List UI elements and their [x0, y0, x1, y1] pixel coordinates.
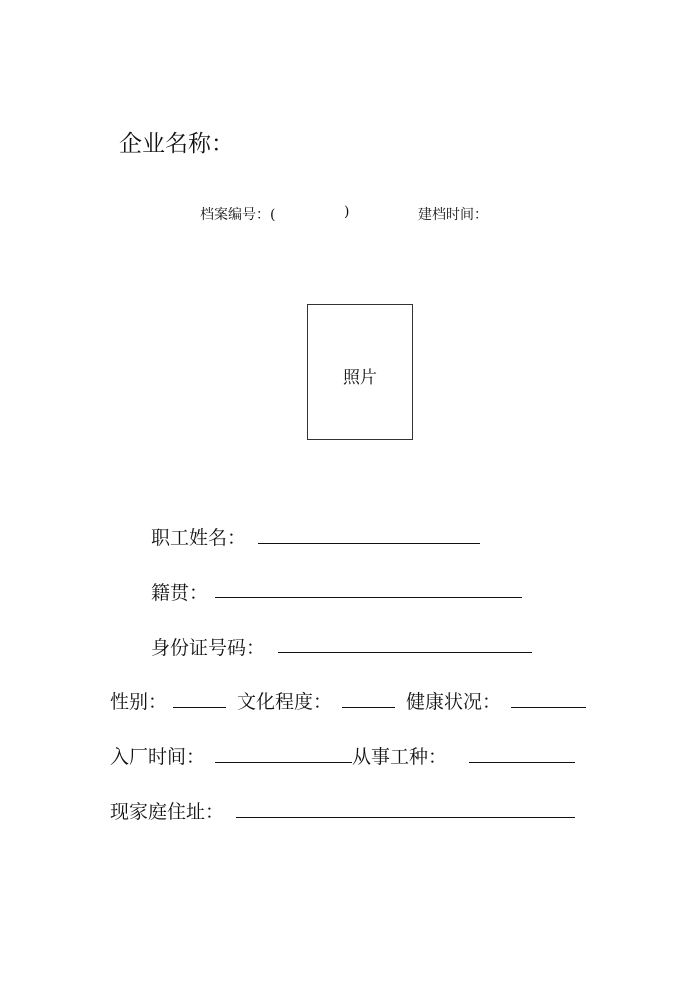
health-label: 健康状况： [406, 691, 502, 713]
archive-date-label: 建档时间： [418, 207, 488, 223]
gender-label: 性别： [110, 691, 168, 713]
entry-date-label: 入厂时间： [110, 746, 206, 768]
job-type-label: 从事工种： [352, 746, 448, 768]
health-blank[interactable] [511, 707, 586, 708]
archive-number-close: ) [344, 204, 350, 220]
education-blank[interactable] [342, 707, 395, 708]
gender-blank[interactable] [173, 707, 226, 708]
employee-name-label: 职工姓名： [151, 527, 247, 549]
employee-name-blank[interactable] [258, 543, 480, 544]
entry-date-blank[interactable] [215, 762, 352, 763]
photo-placeholder [307, 304, 413, 440]
home-address-label: 现家庭住址： [110, 801, 225, 823]
native-place-blank[interactable] [215, 597, 522, 598]
photo-label: 照片 [343, 368, 377, 388]
id-number-label: 身份证号码： [151, 637, 266, 659]
company-name-label: 企业名称： [119, 131, 234, 157]
id-number-blank[interactable] [278, 652, 532, 653]
education-label: 文化程度： [237, 691, 333, 713]
home-address-blank[interactable] [236, 817, 575, 818]
native-place-label: 籍贯： [151, 582, 209, 604]
job-type-blank[interactable] [469, 762, 575, 763]
archive-number-label: 档案编号：( [200, 207, 276, 223]
